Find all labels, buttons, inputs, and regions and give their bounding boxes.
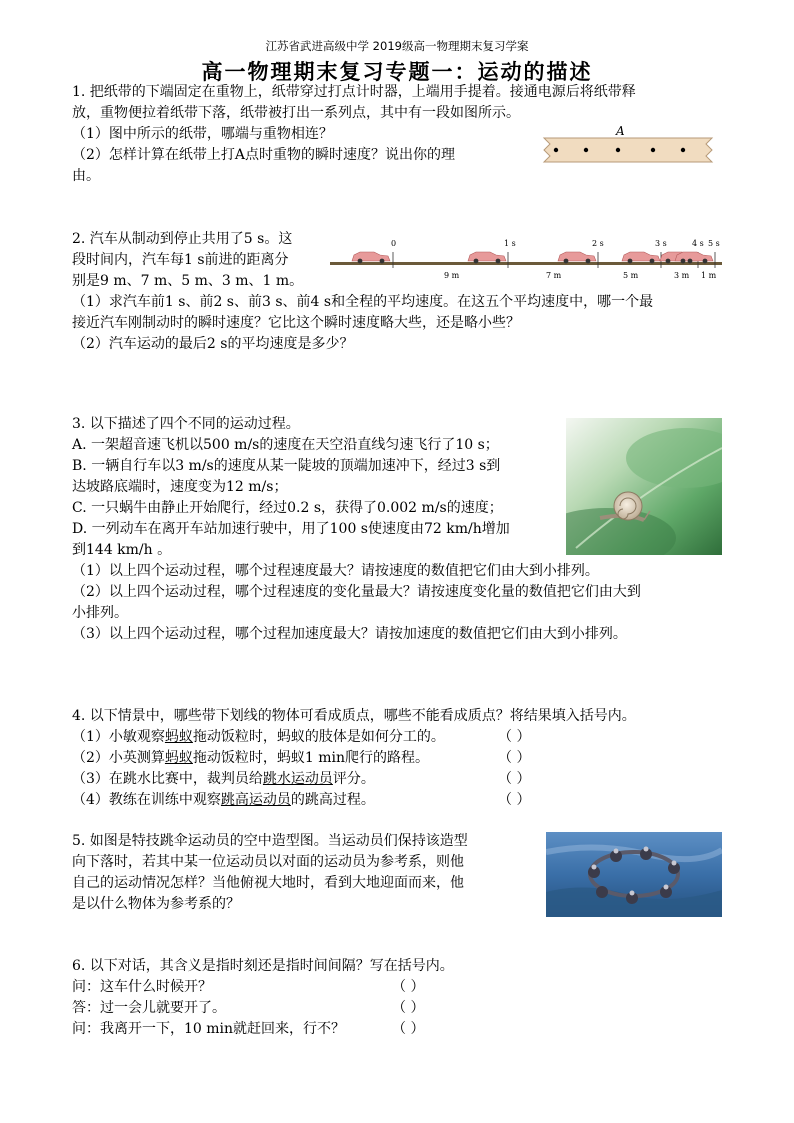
underlined-object: 跳高运动员 <box>220 792 291 808</box>
q3-intro: 3. 以下描述了四个不同的运动过程。 <box>72 416 300 432</box>
dist-label-9m: 9 m <box>444 271 460 280</box>
underlined-object: 蚂蚁 <box>164 750 193 766</box>
q4-item-2: （2）小英测算蚂蚁拖动饭粒时，蚂蚁1 min爬行的路程。 <box>72 750 430 766</box>
q3-sub3: （3）以上四个运动过程，哪个过程加速度最大？请按加速度的数值把它们由大到小排列。 <box>72 626 627 642</box>
q2-line3: 别是9 m、7 m、5 m、3 m、1 m。 <box>72 273 304 289</box>
q3-sub1: （1）以上四个运动过程，哪个过程速度最大？请按速度的数值把它们由大到小排列。 <box>72 563 599 579</box>
q4-item-4: （4）教练在训练中观察跳高运动员的跳高过程。 <box>72 792 375 808</box>
q5-line2: 向下落时，若其中某一位运动员以对面的运动员为参考系，则他 <box>72 854 464 870</box>
time-label-0: 0 <box>391 239 397 248</box>
q3-sub2a: （2）以上四个运动过程，哪个过程速度的变化量最大？请按速度变化量的数值把它们由大到 <box>72 584 641 600</box>
q3-option-c: C. 一只蜗牛由静止开始爬行，经过0.2 s，获得了0.002 m/s的速度； <box>72 500 503 516</box>
q1-sub2: （2）怎样计算在纸带上打A点时重物的瞬时速度？说出你的理 <box>72 147 456 163</box>
q3-option-b2: 达坡路底端时，速度变为12 m/s； <box>72 479 288 495</box>
time-label-4: 4 s <box>692 239 704 248</box>
q6-answer-1[interactable]: （ ） <box>392 979 425 995</box>
dist-label-1m: 1 m <box>701 271 717 280</box>
q6-dialogue-3: 问：我离开一下，10 min就赶回来，行不？ <box>72 1021 346 1037</box>
q3-option-a: A. 一架超音速飞机以500 m/s的速度在天空沿直线匀速飞行了10 s； <box>72 437 499 453</box>
dist-label-7m: 7 m <box>546 271 562 280</box>
q4-item-1: （1）小敏观察蚂蚁拖动饭粒时，蚂蚁的肢体是如何分工的。 <box>72 729 445 745</box>
q4-answer-2[interactable]: （ ） <box>498 750 531 766</box>
q1-sub2-cont: 由。 <box>72 168 100 184</box>
q2-sub1a: （1）求汽车前1 s、前2 s、前3 s、前4 s和全程的平均速度。在这五个平均速度中，哪一个最 <box>72 294 654 310</box>
q3-option-d1: D. 一列动车在离开车站加速行驶中，用了100 s使速度由72 km/h增加 <box>72 521 510 537</box>
q6-answer-2[interactable]: （ ） <box>392 1000 425 1016</box>
q6-dialogue-2: 答：过一会儿就要开了。 <box>72 1000 226 1016</box>
q4-answer-1[interactable]: （ ） <box>498 729 531 745</box>
underlined-object: 跳水运动员 <box>262 771 333 787</box>
dist-label-5m: 5 m <box>623 271 639 280</box>
q4-intro: 4. 以下情景中，哪些带下划线的物体可看成质点，哪些不能看成质点？将结果填入括号内。 <box>72 708 636 724</box>
q6-intro: 6. 以下对话，其含义是指时刻还是指时间间隔？写在括号内。 <box>72 958 454 974</box>
q3-sub2b: 小排列。 <box>72 605 128 621</box>
q1-line2: 放，重物便拉着纸带下落，纸带被打出一系列点，其中有一段如图所示。 <box>72 105 520 121</box>
skydivers-photo <box>546 832 722 917</box>
underlined-object: 蚂蚁 <box>164 729 193 745</box>
q2-sub2: （2）汽车运动的最后2 s的平均速度是多少？ <box>72 336 354 352</box>
time-label-5: 5 s <box>708 239 720 248</box>
time-label-2: 2 s <box>592 239 604 248</box>
point-a-label: A <box>616 124 625 138</box>
q1-sub1: （1）图中所示的纸带，哪端与重物相连？ <box>72 126 333 142</box>
q5-line3: 自己的运动情况怎样？当他俯视大地时，看到大地迎面而来，他 <box>72 875 464 891</box>
q6-dialogue-1: 问：这车什么时候开？ <box>72 979 212 995</box>
q3-option-b1: B. 一辆自行车以3 m/s的速度从某一陡坡的顶端加速冲下，经过3 s到 <box>72 458 501 474</box>
q4-answer-3[interactable]: （ ） <box>498 771 531 787</box>
q6-answer-3[interactable]: （ ） <box>392 1021 425 1037</box>
time-label-1: 1 s <box>504 239 516 248</box>
time-label-3: 3 s <box>655 239 667 248</box>
q4-item-3: （3）在跳水比赛中，裁判员给跳水运动员评分。 <box>72 771 375 787</box>
paper-tape-figure <box>538 122 718 170</box>
page-title: 高一物理期末复习专题一：运动的描述 <box>201 59 593 84</box>
q1-line1: 1. 把纸带的下端固定在重物上，纸带穿过打点计时器，上端用手提着。接通电源后将纸带释 <box>72 84 636 100</box>
dist-label-3m: 3 m <box>674 271 690 280</box>
q2-line2: 段时间内，汽车每1 s前进的距离分 <box>72 252 289 268</box>
q2-line1: 2. 汽车从制动到停止共用了5 s。这 <box>72 231 293 247</box>
page-header: 江苏省武进高级中学 2019级高一物理期末复习学案 <box>265 39 529 53</box>
snail-photo <box>566 418 722 555</box>
q3-option-d2: 到144 km/h 。 <box>72 542 172 558</box>
q5-line4: 是以什么物体为参考系的？ <box>72 896 240 912</box>
car-braking-figure <box>330 236 722 282</box>
q4-answer-4[interactable]: （ ） <box>498 792 531 808</box>
q2-sub1b: 接近汽车刚制动时的瞬时速度？它比这个瞬时速度略大些，还是略小些？ <box>72 315 520 331</box>
q5-line1: 5. 如图是特技跳伞运动员的空中造型图。当运动员们保持该造型 <box>72 833 468 849</box>
